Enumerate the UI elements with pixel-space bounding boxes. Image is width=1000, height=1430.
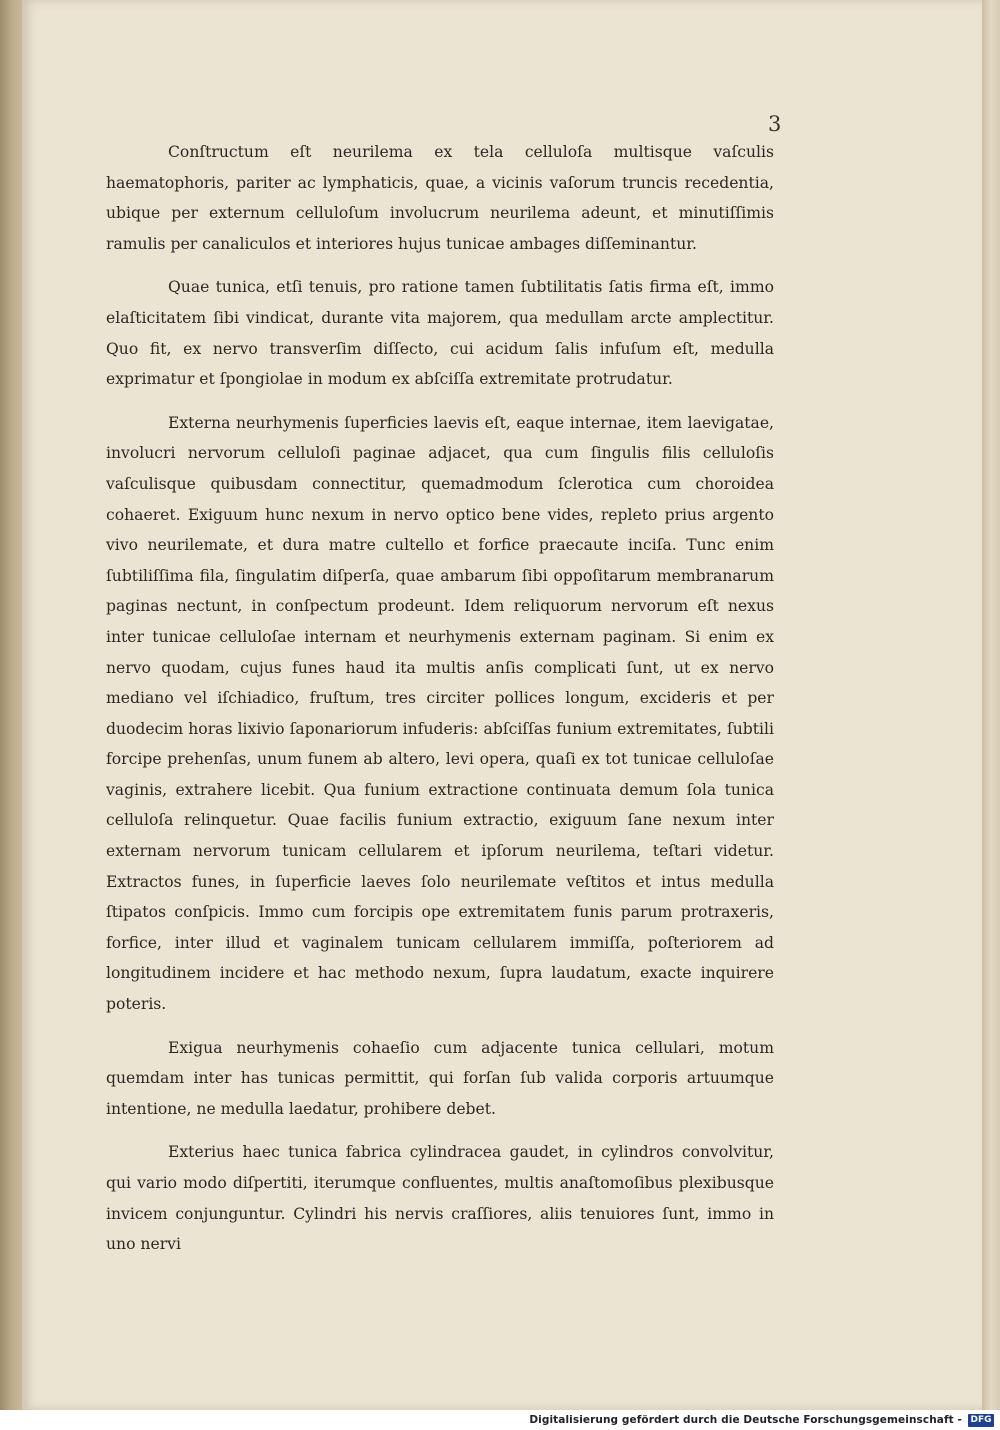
page-number: 3: [768, 112, 782, 136]
paragraph: Externa neurhymenis ſuperficies laevis eſt, eaque internae, item laevigatae, involucri nervorum celluloſi paginae adjacet, qua cum ſingulis filis celluloſis vaſculisque quibusdam connectitur, quemadmodum ſclerotica cum choroidea cohaeret. Exiguum hunc nexum in nervo optico bene vides, repleto prius argento vivo neurilemate, et dura matre cultello et forfice praecaute inciſa. Tunc enim ſubtiliſſima fila, ſingulatim diſperſa, quae ambarum ſibi oppoſitarum membranarum paginas nectunt, in conſpectum prodeunt. Idem reliquorum nervorum eſt nexus inter tunicae celluloſae internam et neurhymenis externam paginam. Si enim ex nervo quodam, cujus funes haud ita multis anſis complicati ſunt, ut ex nervo mediano vel iſchiadico, fruſtum, tres circiter pollices longum, excideris et per duodecim horas lixivio ſaponariorum infuderis: abſciſſas funium extremitates, ſubtili forcipe prehenſas, unum funem ab altero, levi opera, quaſi ex tot tunicae celluloſae vaginis, extrahere licebit. Qua funium extractione continuata demum ſola tunica celluloſa relinquetur. Quae facilis funium extractio, exiguum ſane nexum inter externam nervorum tunicam cellularem et ipſorum neurilema, teſtari videtur. Extractos funes, in ſuperficie laeves ſolo neurilemate veſtitos et intus medulla ſtipatos conſpicis. Immo cum forcipis ope extremitatem funis parum protraxeris, forfice, inter illud et vaginalem tunicam cellularem immiſſa, poſteriorem ad longitudinem incidere et hac methodo nexum, ſupra laudatum, exacte inquirere poteris.: [106, 413, 774, 1014]
paragraph: Exigua neurhymenis cohaeſio cum adjacente tunica cellulari, motum quemdam inter has tunicas permittit, qui forſan ſub valida corporis artuumque intentione, ne medulla laedatur, prohibere debet.: [106, 1038, 774, 1118]
paragraph: Conſtructum eſt neurilema ex tela celluloſa multisque vaſculis haematophoris, pariter ac lymphaticis, quae, a vicinis vaſorum truncis recedentia, ubique per externum celluloſum involucrum neurilema adeunt, et minutiſſimis ramulis per canaliculos et interiores hujus tunicae ambages diſſeminantur.: [106, 143, 774, 253]
paragraph: Quae tunica, etſi tenuis, pro ratione tamen ſubtilitatis ſatis firma eſt, immo elaſticitatem ſibi vindicat, durante vita majorem, qua medullam arcte amplectitur. Quo fit, ex nervo transverſim diſſecto, cui acidum ſalis infuſum eſt, medulla exprimatur et ſpongiolae in modum ex abſciſſa extremitate protrudatur.: [106, 278, 774, 389]
footer-bar: [0, 1410, 1000, 1430]
page-edge: [982, 0, 1000, 1410]
dfg-logo-icon: DFG: [968, 1414, 994, 1427]
footer-credit: Digitalisierung gefördert durch die Deutsche Forschungsgemeinschaft -: [529, 1414, 962, 1426]
body-text: [106, 137, 774, 1273]
paragraph: Exterius haec tunica fabrica cylindracea gaudet, in cylindros convolvitur, qui vario modo diſpertiti, iterumque confluentes, multis anaſtomoſibus plexibusque invicem conjunguntur. Cylindri his nervis craſſiores, aliis tenuiores ſunt, immo in uno nervi: [106, 1143, 774, 1254]
